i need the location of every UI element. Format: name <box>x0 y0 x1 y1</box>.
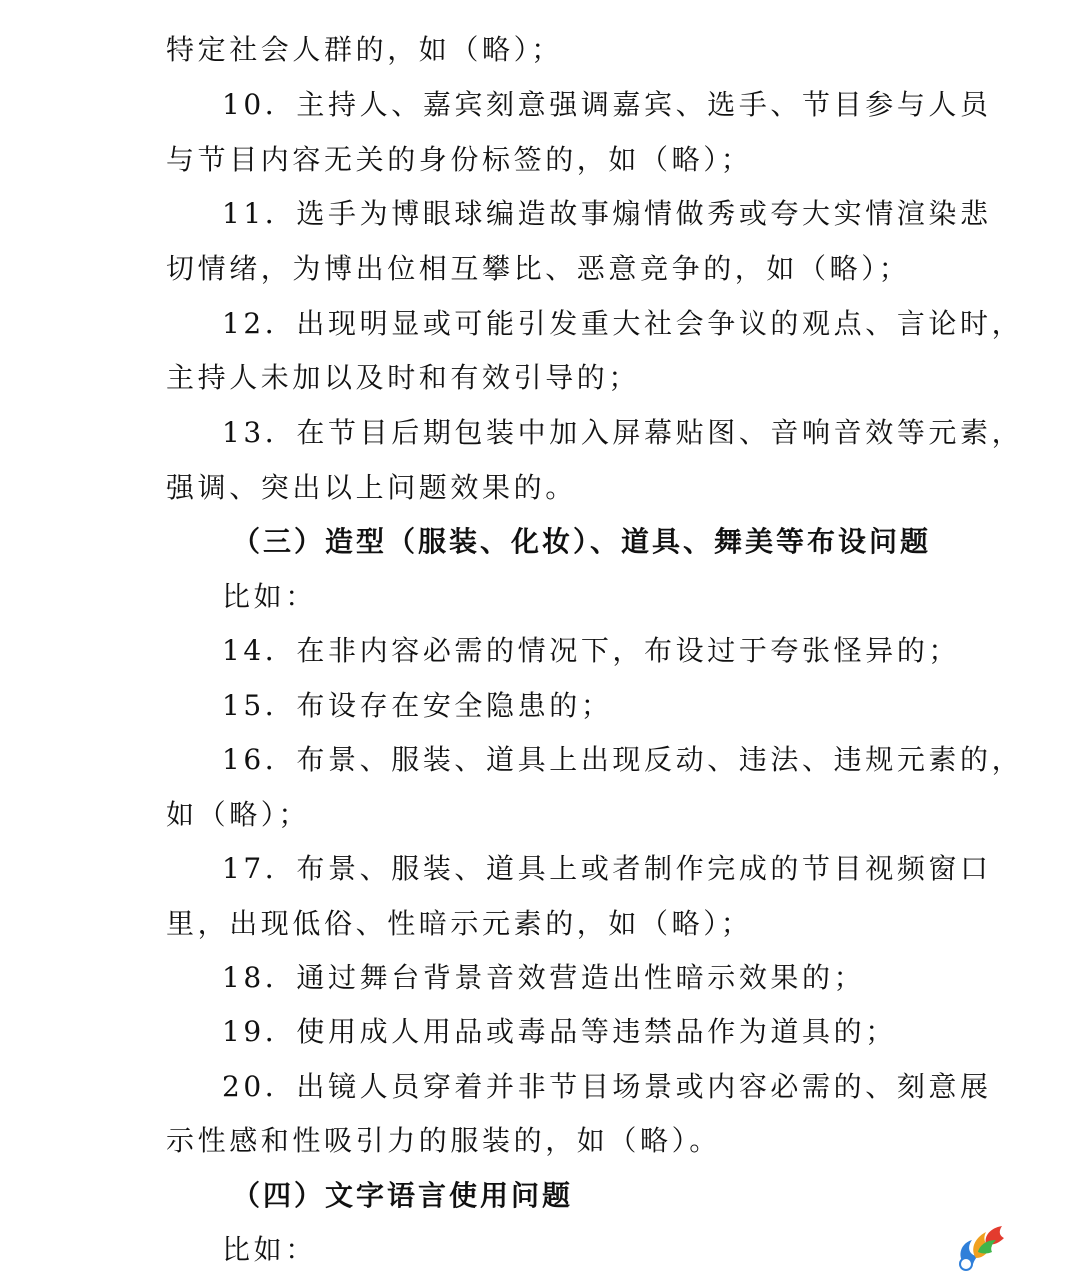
list-item-19: 19．使用成人用品或毒品等违禁品作为道具的； <box>222 1015 897 1048</box>
text-line: 示性感和性吸引力的服装的，如（略）。 <box>166 1124 721 1157</box>
list-item-11: 11．选手为博眼球编造故事煽情做秀或夸大实情渲染悲 <box>222 197 992 230</box>
list-item-13: 13．在节目后期包装中加入屏幕贴图、音响音效等元素， <box>222 416 1024 449</box>
list-item-20: 20．出镜人员穿着并非节目场景或内容必需的、刻意展 <box>222 1070 992 1103</box>
list-item-14: 14．在非内容必需的情况下，布设过于夸张怪异的； <box>222 634 961 667</box>
list-item-16: 16．布景、服装、道具上出现反动、违法、违规元素的， <box>222 743 1024 776</box>
section-heading-4: （四）文字语言使用问题 <box>232 1179 574 1212</box>
text-line: 与节目内容无关的身份标签的，如（略）； <box>166 143 753 176</box>
text-line: 如（略）； <box>166 798 311 831</box>
text-line: 里，出现低俗、性暗示元素的，如（略）； <box>166 907 753 940</box>
colorful-flame-logo-icon <box>952 1222 1008 1274</box>
text-line: 强调、突出以上问题效果的。 <box>166 471 577 504</box>
text-line: 切情绪，为博出位相互攀比、恶意竞争的，如（略）； <box>166 252 911 285</box>
text-line: 主持人未加以及时和有效引导的； <box>166 361 641 394</box>
text-line: 比如： <box>222 580 317 613</box>
text-line: 特定社会人群的，如（略）； <box>166 33 563 66</box>
text-line: 比如： <box>222 1233 317 1266</box>
section-heading-3: （三）造型（服装、化妆）、道具、舞美等布设问题 <box>232 525 932 558</box>
list-item-15: 15．布设存在安全隐患的； <box>222 689 613 722</box>
list-item-12: 12．出现明显或可能引发重大社会争议的观点、言论时， <box>222 307 1024 340</box>
list-item-10: 10．主持人、嘉宾刻意强调嘉宾、选手、节目参与人员 <box>222 88 992 121</box>
list-item-17: 17．布景、服装、道具上或者制作完成的节目视频窗口 <box>222 852 992 885</box>
list-item-18: 18．通过舞台背景音效营造出性暗示效果的； <box>222 961 866 994</box>
